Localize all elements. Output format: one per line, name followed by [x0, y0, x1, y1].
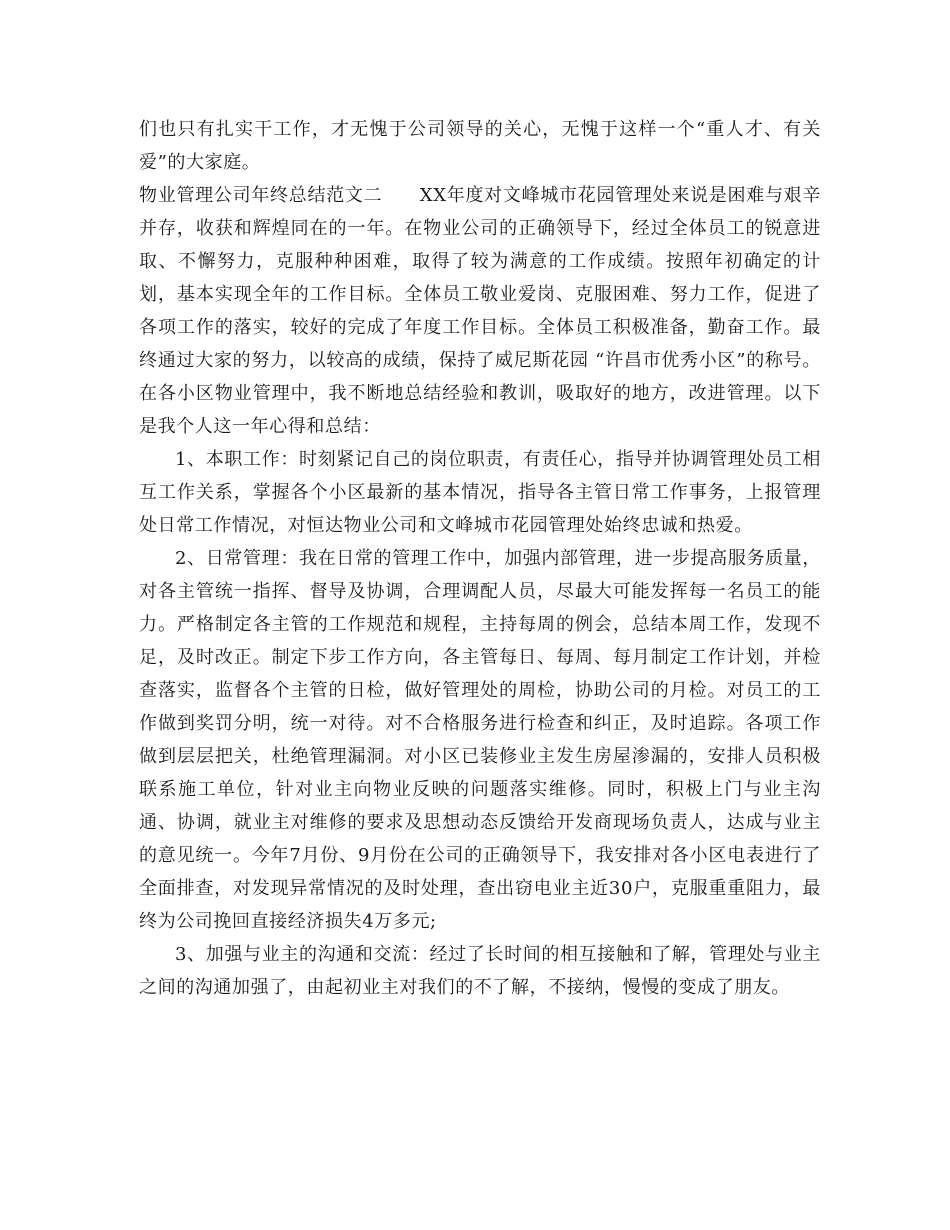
paragraph-item-1: 1、本职工作：时刻紧记自己的岗位职责，有责任心，指导并协调管理处员工相互工作关系，掌握各个小区最新的基本情况，指导各主管日常工作事务，上报管理处日常工作情况，对恒达物业公司和文峰城市花园管理处始终忠诚和热爱。 — [139, 449, 821, 536]
paragraph-item-2: 2、日常管理：我在日常的管理工作中，加强内部管理，进一步提高服务质量，对各主管统一指挥、督导及协调，合理调配人员，尽最大可能发挥每一名员工的能力。严格制定各主管的工作规范和规程，主持每周的例会，总结本周工作，发现不足，及时改正。制定下步工作方向，各主管每日、每周、每月制定工作计划，并检查落实，监督各个主管的日检，做好管理处的周检，协助公司的月检。对员工的工作做到奖罚分明，统一对待。对不合格服务进行检查和纠正，及时追踪。各项工作做到层层把关，杜绝管理漏洞。对小区已装修业主发生房屋渗漏的，安排人员积极联系施工单位，针对业主向物业反映的问题落实维修。同时，积极上门与业主沟通、协调，就业主对维修的要求及思想动态反馈给开发商现场负责人，达成与业主的意见统一。今年7月份、9月份在公司的正确领导下，我安排对各小区电表进行了全面排查，对发现异常情况的及时处理，查出窃电业主近30户，克服重重阻力，最终为公司挽回直接经济损失4万多元; — [139, 548, 821, 932]
paragraph-item-3: 3、加强与业主的沟通和交流：经过了长时间的相互接触和了解，管理处与业主之间的沟通加强了，由起初业主对我们的不了解，不接纳，慢慢的变成了朋友。 — [139, 944, 821, 998]
document-body — [139, 113, 821, 1004]
paragraph-section-intro: 物业管理公司年终总结范文二 XX年度对文峰城市花园管理处来说是困难与艰辛并存，收获和辉煌同在的一年。在物业公司的正确领导下，经过全体员工的锐意进取、不懈努力，克服种种困难，取得了较为满意的工作成绩。按照年初确定的计划，基本实现全年的工作目标。全体员工敬业爱岗、克服困难、努力工作，促进了各项工作的落实，较好的完成了年度工作目标。全体员工积极准备，勤奋工作。最终通过大家的努力，以较高的成绩，保持了威尼斯花园 “许昌市优秀小区”的称号。在各小区物业管理中，我不断地总结经验和教训，吸取好的地方，改进管理。以下是我个人这一年心得和总结： — [139, 185, 821, 437]
paragraph-continuation: 们也只有扎实干工作，才无愧于公司领导的关心，无愧于这样一个“重人才、有关爱”的大家庭。 — [139, 119, 821, 173]
